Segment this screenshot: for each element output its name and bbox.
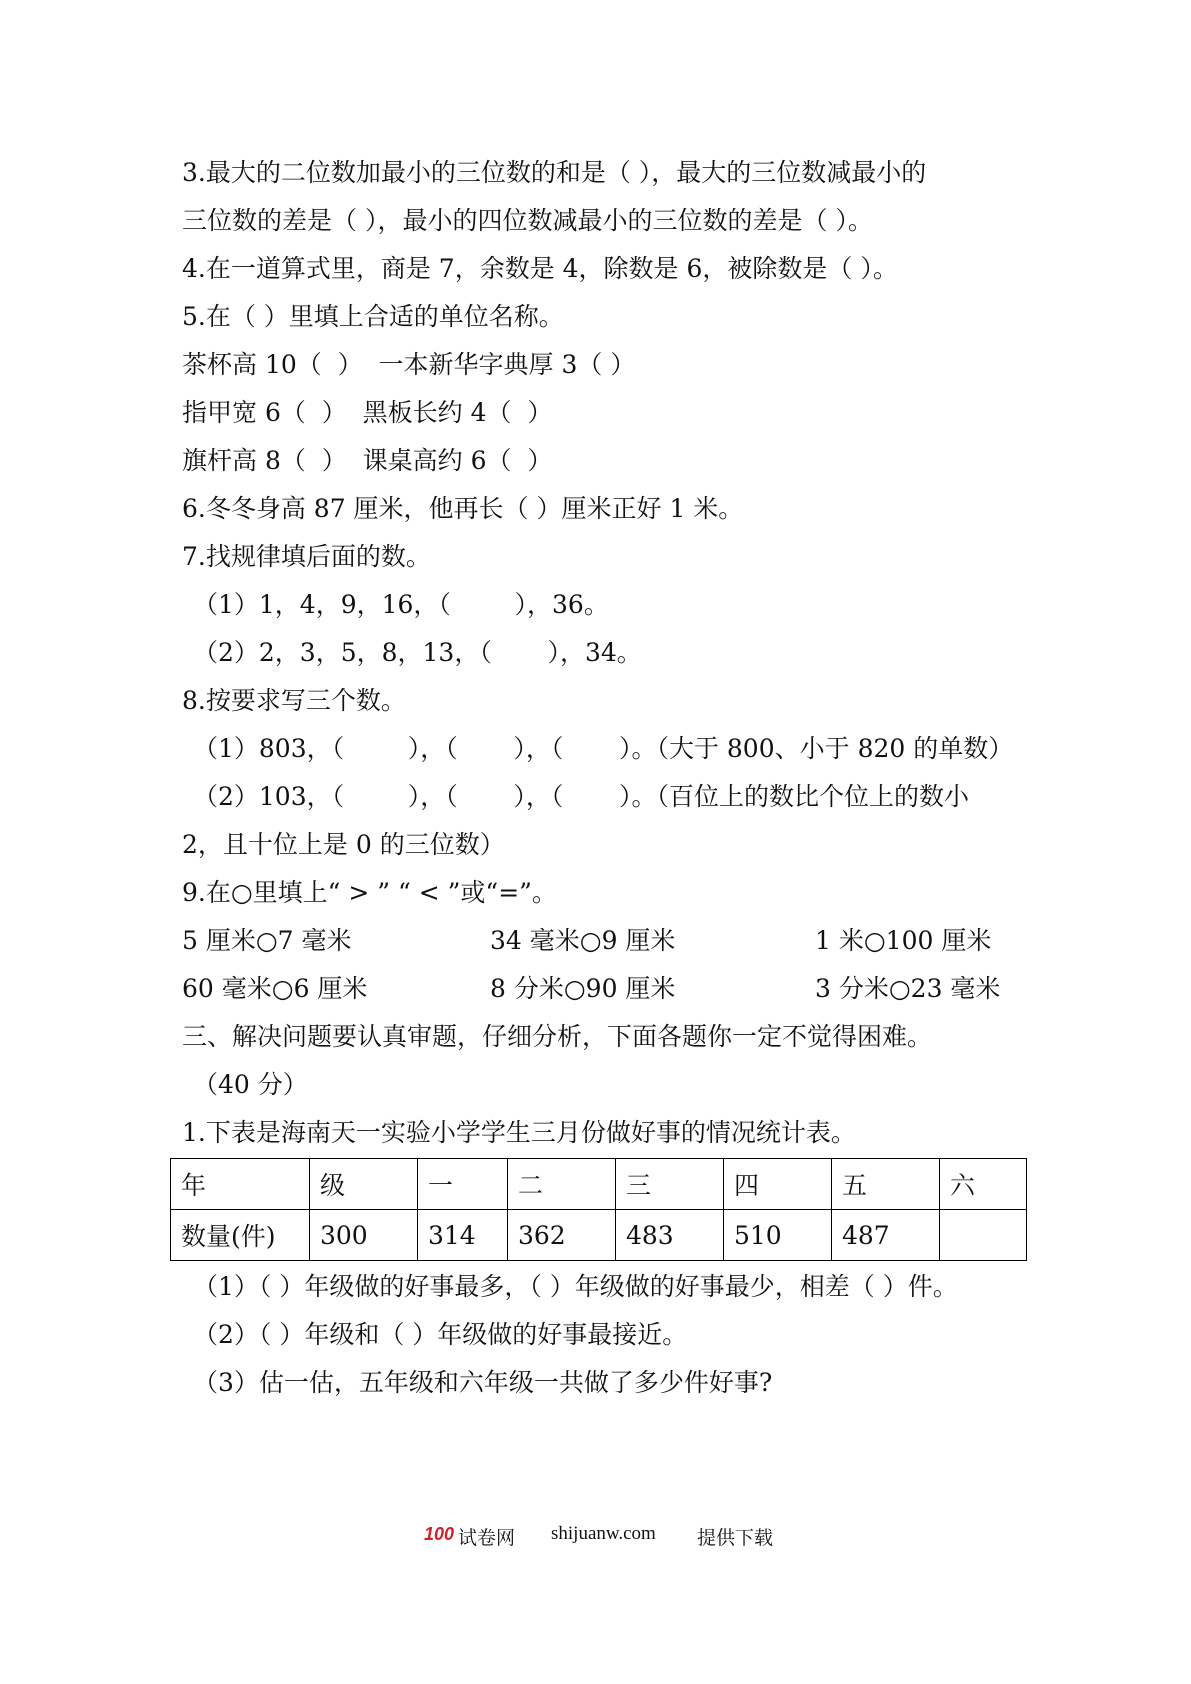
question-7: 7.找规律填后面的数。 (182, 542, 431, 571)
question-5: 5.在（ ）里填上合适的单位名称。 (182, 302, 564, 331)
table-cell: 数量(件) (171, 1210, 310, 1261)
section-3-score: （40 分） (193, 1070, 308, 1099)
table-cell: 483 (616, 1210, 724, 1261)
question-8-part-2-cont: 2，且十位上是 0 的三位数） (182, 830, 505, 859)
table-row (171, 1210, 1027, 1261)
site-logo: 100 (424, 1524, 455, 1544)
compare-item: 1 米○100 厘米 (815, 926, 992, 955)
compare-item: 3 分米○23 毫米 (815, 974, 1001, 1003)
question-8-part-2: （2）103，（ ），（ ），（ ）。（百位上的数比个位上的数小 (193, 782, 969, 811)
table-cell: 年 (171, 1159, 310, 1210)
question-8: 8.按要求写三个数。 (182, 686, 406, 715)
question-5-row-3: 旗杆高 8（ ） 课桌高约 6（ ） (182, 446, 553, 475)
table-row (171, 1159, 1027, 1210)
compare-item: 60 毫米○6 厘米 (182, 974, 368, 1003)
table-question-3: （3）估一估，五年级和六年级一共做了多少件好事? (193, 1368, 773, 1397)
table-cell: 487 (832, 1210, 940, 1261)
question-7-part-2: （2）2，3，5，8，13，（ ），34。 (193, 638, 642, 667)
table-cell: 314 (418, 1210, 508, 1261)
table-cell: 五 (832, 1159, 940, 1210)
table-cell: 级 (310, 1159, 418, 1210)
table-cell: 四 (724, 1159, 832, 1210)
question-5-row-2: 指甲宽 6（ ） 黑板长约 4（ ） (182, 398, 553, 427)
table-cell (940, 1210, 1027, 1261)
good-deeds-table (170, 1158, 1027, 1261)
footer-site-name: 试卷网 (458, 1528, 516, 1549)
footer-note: 提供下载 (697, 1528, 774, 1549)
question-9: 9.在○里填上“ > ” “ < ”或“=”。 (182, 878, 557, 907)
table-question-1: （1）（ ）年级做的好事最多，（ ）年级做的好事最少，相差（ ）件。 (193, 1272, 958, 1301)
section-3-question-1: 1.下表是海南天一实验小学学生三月份做好事的情况统计表。 (182, 1118, 856, 1147)
table-cell: 510 (724, 1210, 832, 1261)
table-cell: 六 (940, 1159, 1027, 1210)
question-4: 4.在一道算式里，商是 7，余数是 4，除数是 6，被除数是（ ）。 (182, 254, 898, 283)
table-question-2: （2）（ ）年级和（ ）年级做的好事最接近。 (193, 1320, 688, 1349)
table-cell: 362 (508, 1210, 616, 1261)
table-cell: 三 (616, 1159, 724, 1210)
table-cell: 300 (310, 1210, 418, 1261)
compare-item: 8 分米○90 厘米 (490, 974, 676, 1003)
question-3-line-1: 3.最大的二位数加最小的三位数的和是（ ），最大的三位数减最小的 (182, 158, 927, 187)
question-3-line-2: 三位数的差是（ ），最小的四位数减最小的三位数的差是（ ）。 (182, 206, 873, 235)
table-cell: 二 (508, 1159, 616, 1210)
question-5-row-1: 茶杯高 10（ ） 一本新华字典厚 3（ ） (182, 350, 636, 379)
question-7-part-1: （1）1，4，9，16，（ ），36。 (193, 590, 609, 619)
footer-url[interactable]: shijuanw.com (551, 1523, 656, 1544)
table-cell: 一 (418, 1159, 508, 1210)
question-8-part-1: （1）803，（ ），（ ），（ ）。（大于 800、小于 820 的单数） (193, 734, 1014, 763)
question-6: 6.冬冬身高 87 厘米，他再长（ ）厘米正好 1 米。 (182, 494, 744, 523)
compare-item: 34 毫米○9 厘米 (490, 926, 676, 955)
compare-item: 5 厘米○7 毫米 (182, 926, 352, 955)
section-3-title: 三、解决问题要认真审题，仔细分析，下面各题你一定不觉得困难。 (182, 1022, 933, 1051)
